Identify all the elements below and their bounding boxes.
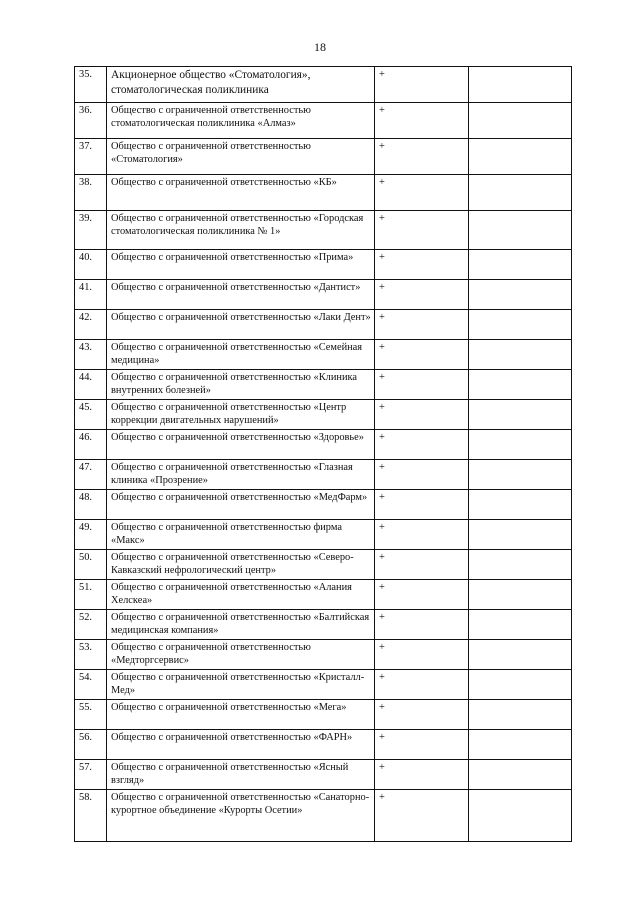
organization-name: Общество с ограниченной ответственностью «Городская стоматологическая поликлиника № 1» bbox=[107, 211, 375, 250]
table-row bbox=[75, 211, 572, 250]
empty-cell bbox=[469, 730, 572, 760]
organization-name: Общество с ограниченной ответственностью «ФАРН» bbox=[107, 730, 375, 760]
row-number: 37. bbox=[75, 139, 107, 175]
row-mark: + bbox=[375, 139, 469, 175]
row-number: 58. bbox=[75, 790, 107, 842]
organization-name: Общество с ограниченной ответственностью «Глазная клиника «Прозрение» bbox=[107, 460, 375, 490]
table-row bbox=[75, 370, 572, 400]
organization-name: Общество с ограниченной ответственностью «Кристалл-Мед» bbox=[107, 670, 375, 700]
row-number: 52. bbox=[75, 610, 107, 640]
row-mark: + bbox=[375, 460, 469, 490]
table-row bbox=[75, 520, 572, 550]
organization-name: Общество с ограниченной ответственностью стоматологическая поликлиника «Алмаз» bbox=[107, 103, 375, 139]
empty-cell bbox=[469, 67, 572, 103]
row-number: 41. bbox=[75, 280, 107, 310]
row-mark: + bbox=[375, 340, 469, 370]
row-number: 57. bbox=[75, 760, 107, 790]
row-number: 36. bbox=[75, 103, 107, 139]
page-number: 18 bbox=[314, 40, 326, 54]
organization-name: Общество с ограниченной ответственностью «Санаторно-курортное объединение «Курорты Осетии» bbox=[107, 790, 375, 842]
organization-name: Общество с ограниченной ответственностью «Стоматология» bbox=[107, 139, 375, 175]
row-number: 53. bbox=[75, 640, 107, 670]
row-number: 39. bbox=[75, 211, 107, 250]
row-number: 49. bbox=[75, 520, 107, 550]
table-row bbox=[75, 580, 572, 610]
table-row bbox=[75, 139, 572, 175]
organization-name: Общество с ограниченной ответственностью «Алания Хелскеа» bbox=[107, 580, 375, 610]
empty-cell bbox=[469, 211, 572, 250]
table-row bbox=[75, 103, 572, 139]
table-row bbox=[75, 460, 572, 490]
row-number: 42. bbox=[75, 310, 107, 340]
table-row bbox=[75, 670, 572, 700]
empty-cell bbox=[469, 139, 572, 175]
organization-name: Акционерное общество «Стоматология», стоматологическая поликлиника bbox=[107, 67, 375, 103]
organization-name: Общество с ограниченной ответственностью «Здоровье» bbox=[107, 430, 375, 460]
organization-name: Общество с ограниченной ответственностью «Семейная медицина» bbox=[107, 340, 375, 370]
organization-name: Общество с ограниченной ответственностью «КБ» bbox=[107, 175, 375, 211]
empty-cell bbox=[469, 580, 572, 610]
row-mark: + bbox=[375, 790, 469, 842]
empty-cell bbox=[469, 760, 572, 790]
organization-name: Общество с ограниченной ответственностью фирма «Макс» bbox=[107, 520, 375, 550]
empty-cell bbox=[469, 460, 572, 490]
row-mark: + bbox=[375, 760, 469, 790]
table-row bbox=[75, 340, 572, 370]
row-mark: + bbox=[375, 730, 469, 760]
empty-cell bbox=[469, 700, 572, 730]
table-row bbox=[75, 310, 572, 340]
table-row bbox=[75, 700, 572, 730]
empty-cell bbox=[469, 490, 572, 520]
organization-name: Общество с ограниченной ответственностью «Центр коррекции двигательных нарушений» bbox=[107, 400, 375, 430]
row-mark: + bbox=[375, 103, 469, 139]
table-row bbox=[75, 280, 572, 310]
table-row bbox=[75, 250, 572, 280]
empty-cell bbox=[469, 640, 572, 670]
empty-cell bbox=[469, 280, 572, 310]
row-number: 46. bbox=[75, 430, 107, 460]
row-number: 54. bbox=[75, 670, 107, 700]
row-mark: + bbox=[375, 580, 469, 610]
organization-name: Общество с ограниченной ответственностью «Балтийская медицинская компания» bbox=[107, 610, 375, 640]
empty-cell bbox=[469, 310, 572, 340]
empty-cell bbox=[469, 790, 572, 842]
organization-name: Общество с ограниченной ответственностью «Северо-Кавказский нефрологический центр» bbox=[107, 550, 375, 580]
row-number: 47. bbox=[75, 460, 107, 490]
row-mark: + bbox=[375, 700, 469, 730]
organization-name: Общество с ограниченной ответственностью «Лаки Дент» bbox=[107, 310, 375, 340]
empty-cell bbox=[469, 370, 572, 400]
table-row bbox=[75, 730, 572, 760]
empty-cell bbox=[469, 670, 572, 700]
table-row bbox=[75, 610, 572, 640]
empty-cell bbox=[469, 175, 572, 211]
row-mark: + bbox=[375, 211, 469, 250]
organization-name: Общество с ограниченной ответственностью «Клиника внутренних болезней» bbox=[107, 370, 375, 400]
row-mark: + bbox=[375, 250, 469, 280]
row-mark: + bbox=[375, 490, 469, 520]
row-mark: + bbox=[375, 310, 469, 340]
organizations-table-body bbox=[75, 67, 572, 842]
organization-name: Общество с ограниченной ответственностью «Дантист» bbox=[107, 280, 375, 310]
table-row bbox=[75, 640, 572, 670]
row-mark: + bbox=[375, 370, 469, 400]
row-number: 35. bbox=[75, 67, 107, 103]
organization-name: Общество с ограниченной ответственностью «Медторгсервис» bbox=[107, 640, 375, 670]
empty-cell bbox=[469, 610, 572, 640]
row-mark: + bbox=[375, 430, 469, 460]
empty-cell bbox=[469, 103, 572, 139]
row-number: 43. bbox=[75, 340, 107, 370]
empty-cell bbox=[469, 550, 572, 580]
row-number: 56. bbox=[75, 730, 107, 760]
row-mark: + bbox=[375, 610, 469, 640]
row-number: 38. bbox=[75, 175, 107, 211]
row-mark: + bbox=[375, 520, 469, 550]
table-row bbox=[75, 550, 572, 580]
empty-cell bbox=[469, 250, 572, 280]
table-row bbox=[75, 760, 572, 790]
row-number: 50. bbox=[75, 550, 107, 580]
organization-name: Общество с ограниченной ответственностью «МедФарм» bbox=[107, 490, 375, 520]
organization-name: Общество с ограниченной ответственностью «Мега» bbox=[107, 700, 375, 730]
table-row bbox=[75, 430, 572, 460]
table-row bbox=[75, 67, 572, 103]
row-number: 45. bbox=[75, 400, 107, 430]
organization-name: Общество с ограниченной ответственностью «Ясный взгляд» bbox=[107, 760, 375, 790]
row-mark: + bbox=[375, 550, 469, 580]
empty-cell bbox=[469, 430, 572, 460]
table-row bbox=[75, 790, 572, 842]
row-mark: + bbox=[375, 280, 469, 310]
table-row bbox=[75, 175, 572, 211]
row-mark: + bbox=[375, 400, 469, 430]
organization-name: Общество с ограниченной ответственностью «Прима» bbox=[107, 250, 375, 280]
row-number: 51. bbox=[75, 580, 107, 610]
organizations-table bbox=[74, 66, 572, 842]
empty-cell bbox=[469, 400, 572, 430]
row-mark: + bbox=[375, 640, 469, 670]
row-number: 44. bbox=[75, 370, 107, 400]
empty-cell bbox=[469, 340, 572, 370]
row-number: 48. bbox=[75, 490, 107, 520]
row-number: 55. bbox=[75, 700, 107, 730]
empty-cell bbox=[469, 520, 572, 550]
table-row bbox=[75, 490, 572, 520]
row-number: 40. bbox=[75, 250, 107, 280]
row-mark: + bbox=[375, 670, 469, 700]
row-mark: + bbox=[375, 67, 469, 103]
row-mark: + bbox=[375, 175, 469, 211]
table-row bbox=[75, 400, 572, 430]
